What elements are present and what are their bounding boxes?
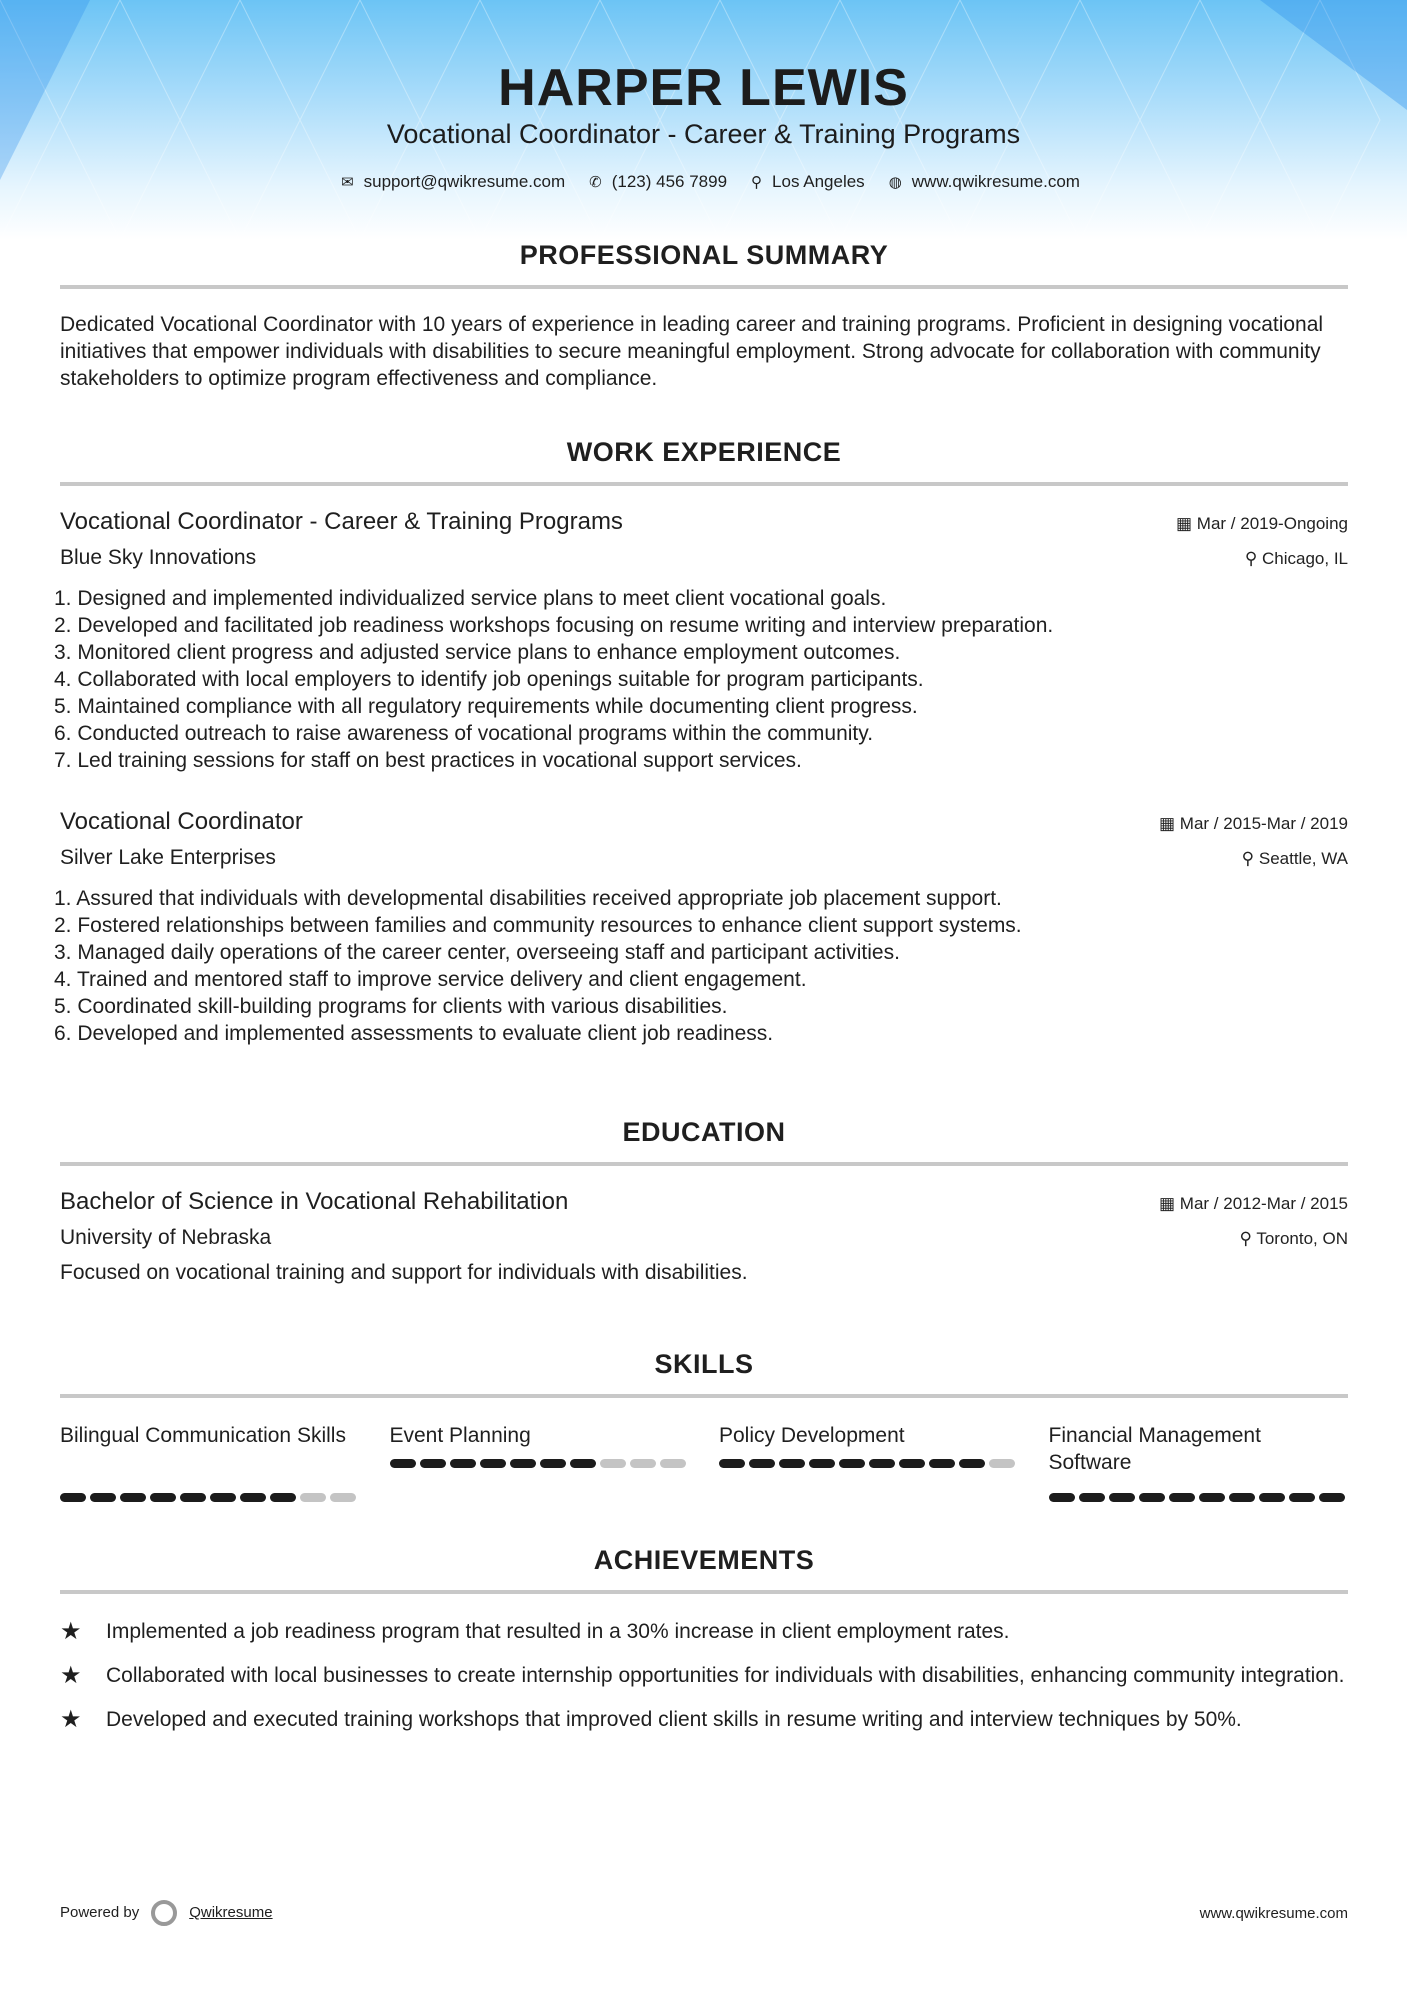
- section-heading: ACHIEVEMENTS: [593, 1545, 815, 1575]
- calendar-icon: ▦: [1176, 514, 1197, 533]
- list-item: 1. Assured that individuals with developmental disabilities received appropriate job placement support.: [54, 887, 1002, 910]
- skill-item: [1049, 1422, 1349, 1502]
- star-icon: ★: [60, 1662, 82, 1689]
- skill-segment: [1259, 1493, 1285, 1502]
- list-item: 3. Monitored client progress and adjusted service plans to enhance employment outcomes.: [54, 641, 901, 664]
- candidate-title: Vocational Coordinator - Career & Training Programs: [386, 119, 1021, 149]
- skill-segment: [240, 1493, 266, 1502]
- divider: [60, 1394, 1348, 1398]
- skill-segment: [330, 1493, 356, 1502]
- list-item: 1. Designed and implemented individualized service plans to meet client vocational goals.: [54, 587, 887, 610]
- degree: Bachelor of Science in Vocational Rehabilitation: [60, 1188, 569, 1215]
- calendar-icon: ▦: [1159, 814, 1180, 833]
- skill-segment: [959, 1459, 985, 1468]
- edu-dates: Mar / 2012-Mar / 2015: [1179, 1194, 1348, 1213]
- skill-segment: [1139, 1493, 1165, 1502]
- skill-segment: [809, 1459, 835, 1468]
- experience-section: [54, 437, 1348, 1047]
- skill-segment: [300, 1493, 326, 1502]
- skill-segment: [450, 1459, 476, 1468]
- achievements-section: [60, 1545, 1348, 1750]
- skill-level-bar: [719, 1459, 1015, 1468]
- pin-icon: ⚲: [1239, 1229, 1257, 1248]
- email[interactable]: support@qwikresume.com: [363, 172, 566, 191]
- candidate-name: HARPER LEWIS: [498, 59, 909, 117]
- footer-site[interactable]: www.qwikresume.com: [1199, 1904, 1348, 1922]
- list-item: 2. Developed and facilitated job readiness workshops focusing on resume writing and interview preparation.: [54, 614, 1054, 637]
- list-item: 4. Collaborated with local employers to identify job openings suitable for program participants.: [54, 668, 924, 691]
- job-title: Vocational Coordinator: [60, 808, 303, 835]
- skill-segment: [1079, 1493, 1105, 1502]
- divider: [60, 1590, 1348, 1594]
- pin-icon: ⚲: [1241, 849, 1259, 868]
- skill-segment: [120, 1493, 146, 1502]
- achievement-item: [60, 1662, 1348, 1689]
- skill-segment: [570, 1459, 596, 1468]
- footer: [60, 1900, 1348, 1926]
- star-icon: ★: [60, 1706, 82, 1733]
- skill-segment: [180, 1493, 206, 1502]
- job-dates: Mar / 2015-Mar / 2019: [1179, 814, 1348, 833]
- job-dates: Mar / 2019-Ongoing: [1196, 514, 1348, 533]
- skill-level-bar: [390, 1459, 686, 1468]
- skill-segment: [210, 1493, 236, 1502]
- skill-level-bar: [60, 1493, 356, 1502]
- school: University of Nebraska: [60, 1226, 272, 1249]
- divider: [60, 482, 1348, 486]
- brand-link[interactable]: Qwikresume: [189, 1903, 273, 1921]
- list-item: 2. Fostered relationships between families and community resources to enhance client support systems.: [54, 914, 1022, 937]
- skill-segment: [749, 1459, 775, 1468]
- section-heading: EDUCATION: [622, 1117, 786, 1147]
- job-entry: [54, 508, 1348, 774]
- star-icon: ★: [60, 1618, 82, 1645]
- skill-segment: [540, 1459, 566, 1468]
- job-location: Chicago, IL: [1262, 549, 1348, 568]
- divider: [60, 1162, 1348, 1166]
- skill-name: Bilingual Communication Skills: [60, 1424, 346, 1447]
- skill-segment: [600, 1459, 626, 1468]
- skill-segment: [60, 1493, 86, 1502]
- skill-segment: [719, 1459, 745, 1468]
- pin-icon: ⚲: [1244, 549, 1262, 568]
- skill-segment: [660, 1459, 686, 1468]
- achievement-text: Implemented a job readiness program that resulted in a 30% increase in client employment rates.: [106, 1620, 1010, 1643]
- website[interactable]: www.qwikresume.com: [911, 172, 1080, 191]
- skill-name: Policy Development: [719, 1424, 905, 1447]
- divider: [60, 285, 1348, 289]
- skill-segment: [869, 1459, 895, 1468]
- skill-segment: [839, 1459, 865, 1468]
- achievement-item: [60, 1706, 1348, 1733]
- edu-description: Focused on vocational training and support for individuals with disabilities.: [60, 1261, 748, 1284]
- company: Silver Lake Enterprises: [60, 846, 276, 869]
- powered-by: Powered by: [60, 1903, 140, 1921]
- contact-info: [0, 172, 1407, 192]
- location: Los Angeles: [772, 172, 865, 191]
- phone-icon: ✆: [589, 174, 602, 191]
- job-title: Vocational Coordinator - Career & Training Programs: [60, 508, 623, 535]
- skill-item: [390, 1422, 690, 1502]
- skill-item: [719, 1422, 1019, 1502]
- map-pin-icon: ⚲: [751, 174, 763, 191]
- skill-segment: [630, 1459, 656, 1468]
- section-heading: SKILLS: [654, 1349, 754, 1379]
- qwikresume-logo-icon: [151, 1900, 177, 1926]
- summary-section: [60, 240, 1348, 392]
- skill-name: Financial Management Software: [1048, 1424, 1261, 1474]
- list-item: 5. Coordinated skill-building programs for clients with various disabilities.: [54, 995, 728, 1018]
- skill-segment: [1229, 1493, 1255, 1502]
- skills-section: [60, 1349, 1348, 1502]
- skill-segment: [270, 1493, 296, 1502]
- list-item: 6. Developed and implemented assessments to evaluate client job readiness.: [54, 1022, 774, 1045]
- skill-segment: [1049, 1493, 1075, 1502]
- list-item: 6. Conducted outreach to raise awareness of vocational programs within the community.: [54, 722, 874, 745]
- achievement-text: Developed and executed training workshops that improved client skills in resume writing and interview techniques by 50%.: [106, 1708, 1242, 1731]
- skill-name: Event Planning: [389, 1424, 531, 1447]
- job-location: Seattle, WA: [1258, 849, 1348, 868]
- summary-text: Dedicated Vocational Coordinator with 10 years of experience in leading career and training programs. Proficient in designing vocational initiatives that empower individuals with disabilities to secure meaningful employment. Strong advocate for collaboration with community stakeholders to optimize program effectiveness and compliance.: [60, 313, 1324, 390]
- list-item: 4. Trained and mentored staff to improve service delivery and client engagement.: [54, 968, 807, 991]
- skill-item: [60, 1422, 360, 1502]
- globe-icon: ◍: [888, 174, 902, 191]
- skill-segment: [420, 1459, 446, 1468]
- skill-segment: [150, 1493, 176, 1502]
- section-heading: WORK EXPERIENCE: [566, 437, 842, 467]
- skill-segment: [390, 1459, 416, 1468]
- list-item: 3. Managed daily operations of the career center, overseeing staff and participant activities.: [54, 941, 900, 964]
- header-banner: [0, 0, 1407, 240]
- phone: (123) 456 7899: [611, 172, 728, 191]
- calendar-icon: ▦: [1159, 1194, 1180, 1213]
- skill-segment: [1109, 1493, 1135, 1502]
- envelope-icon: ✉: [341, 174, 354, 191]
- skill-segment: [899, 1459, 925, 1468]
- skill-segment: [480, 1459, 506, 1468]
- achievement-text: Collaborated with local businesses to create internship opportunities for individuals with disabilities, enhancing community integration.: [106, 1664, 1345, 1687]
- skill-level-bar: [1049, 1493, 1345, 1502]
- list-item: 5. Maintained compliance with all regulatory requirements while documenting client progress.: [54, 695, 918, 718]
- education-section: [60, 1117, 1348, 1286]
- edu-location: Toronto, ON: [1256, 1229, 1348, 1248]
- section-heading: PROFESSIONAL SUMMARY: [519, 240, 889, 270]
- skill-segment: [90, 1493, 116, 1502]
- skill-segment: [1169, 1493, 1195, 1502]
- skill-segment: [779, 1459, 805, 1468]
- skill-segment: [1319, 1493, 1345, 1502]
- skill-segment: [510, 1459, 536, 1468]
- job-entry: [54, 808, 1348, 1047]
- skill-segment: [989, 1459, 1015, 1468]
- skill-segment: [1199, 1493, 1225, 1502]
- company: Blue Sky Innovations: [60, 546, 257, 569]
- skill-segment: [929, 1459, 955, 1468]
- achievement-item: [60, 1618, 1348, 1645]
- list-item: 7. Led training sessions for staff on best practices in vocational support services.: [54, 749, 802, 772]
- skill-segment: [1289, 1493, 1315, 1502]
